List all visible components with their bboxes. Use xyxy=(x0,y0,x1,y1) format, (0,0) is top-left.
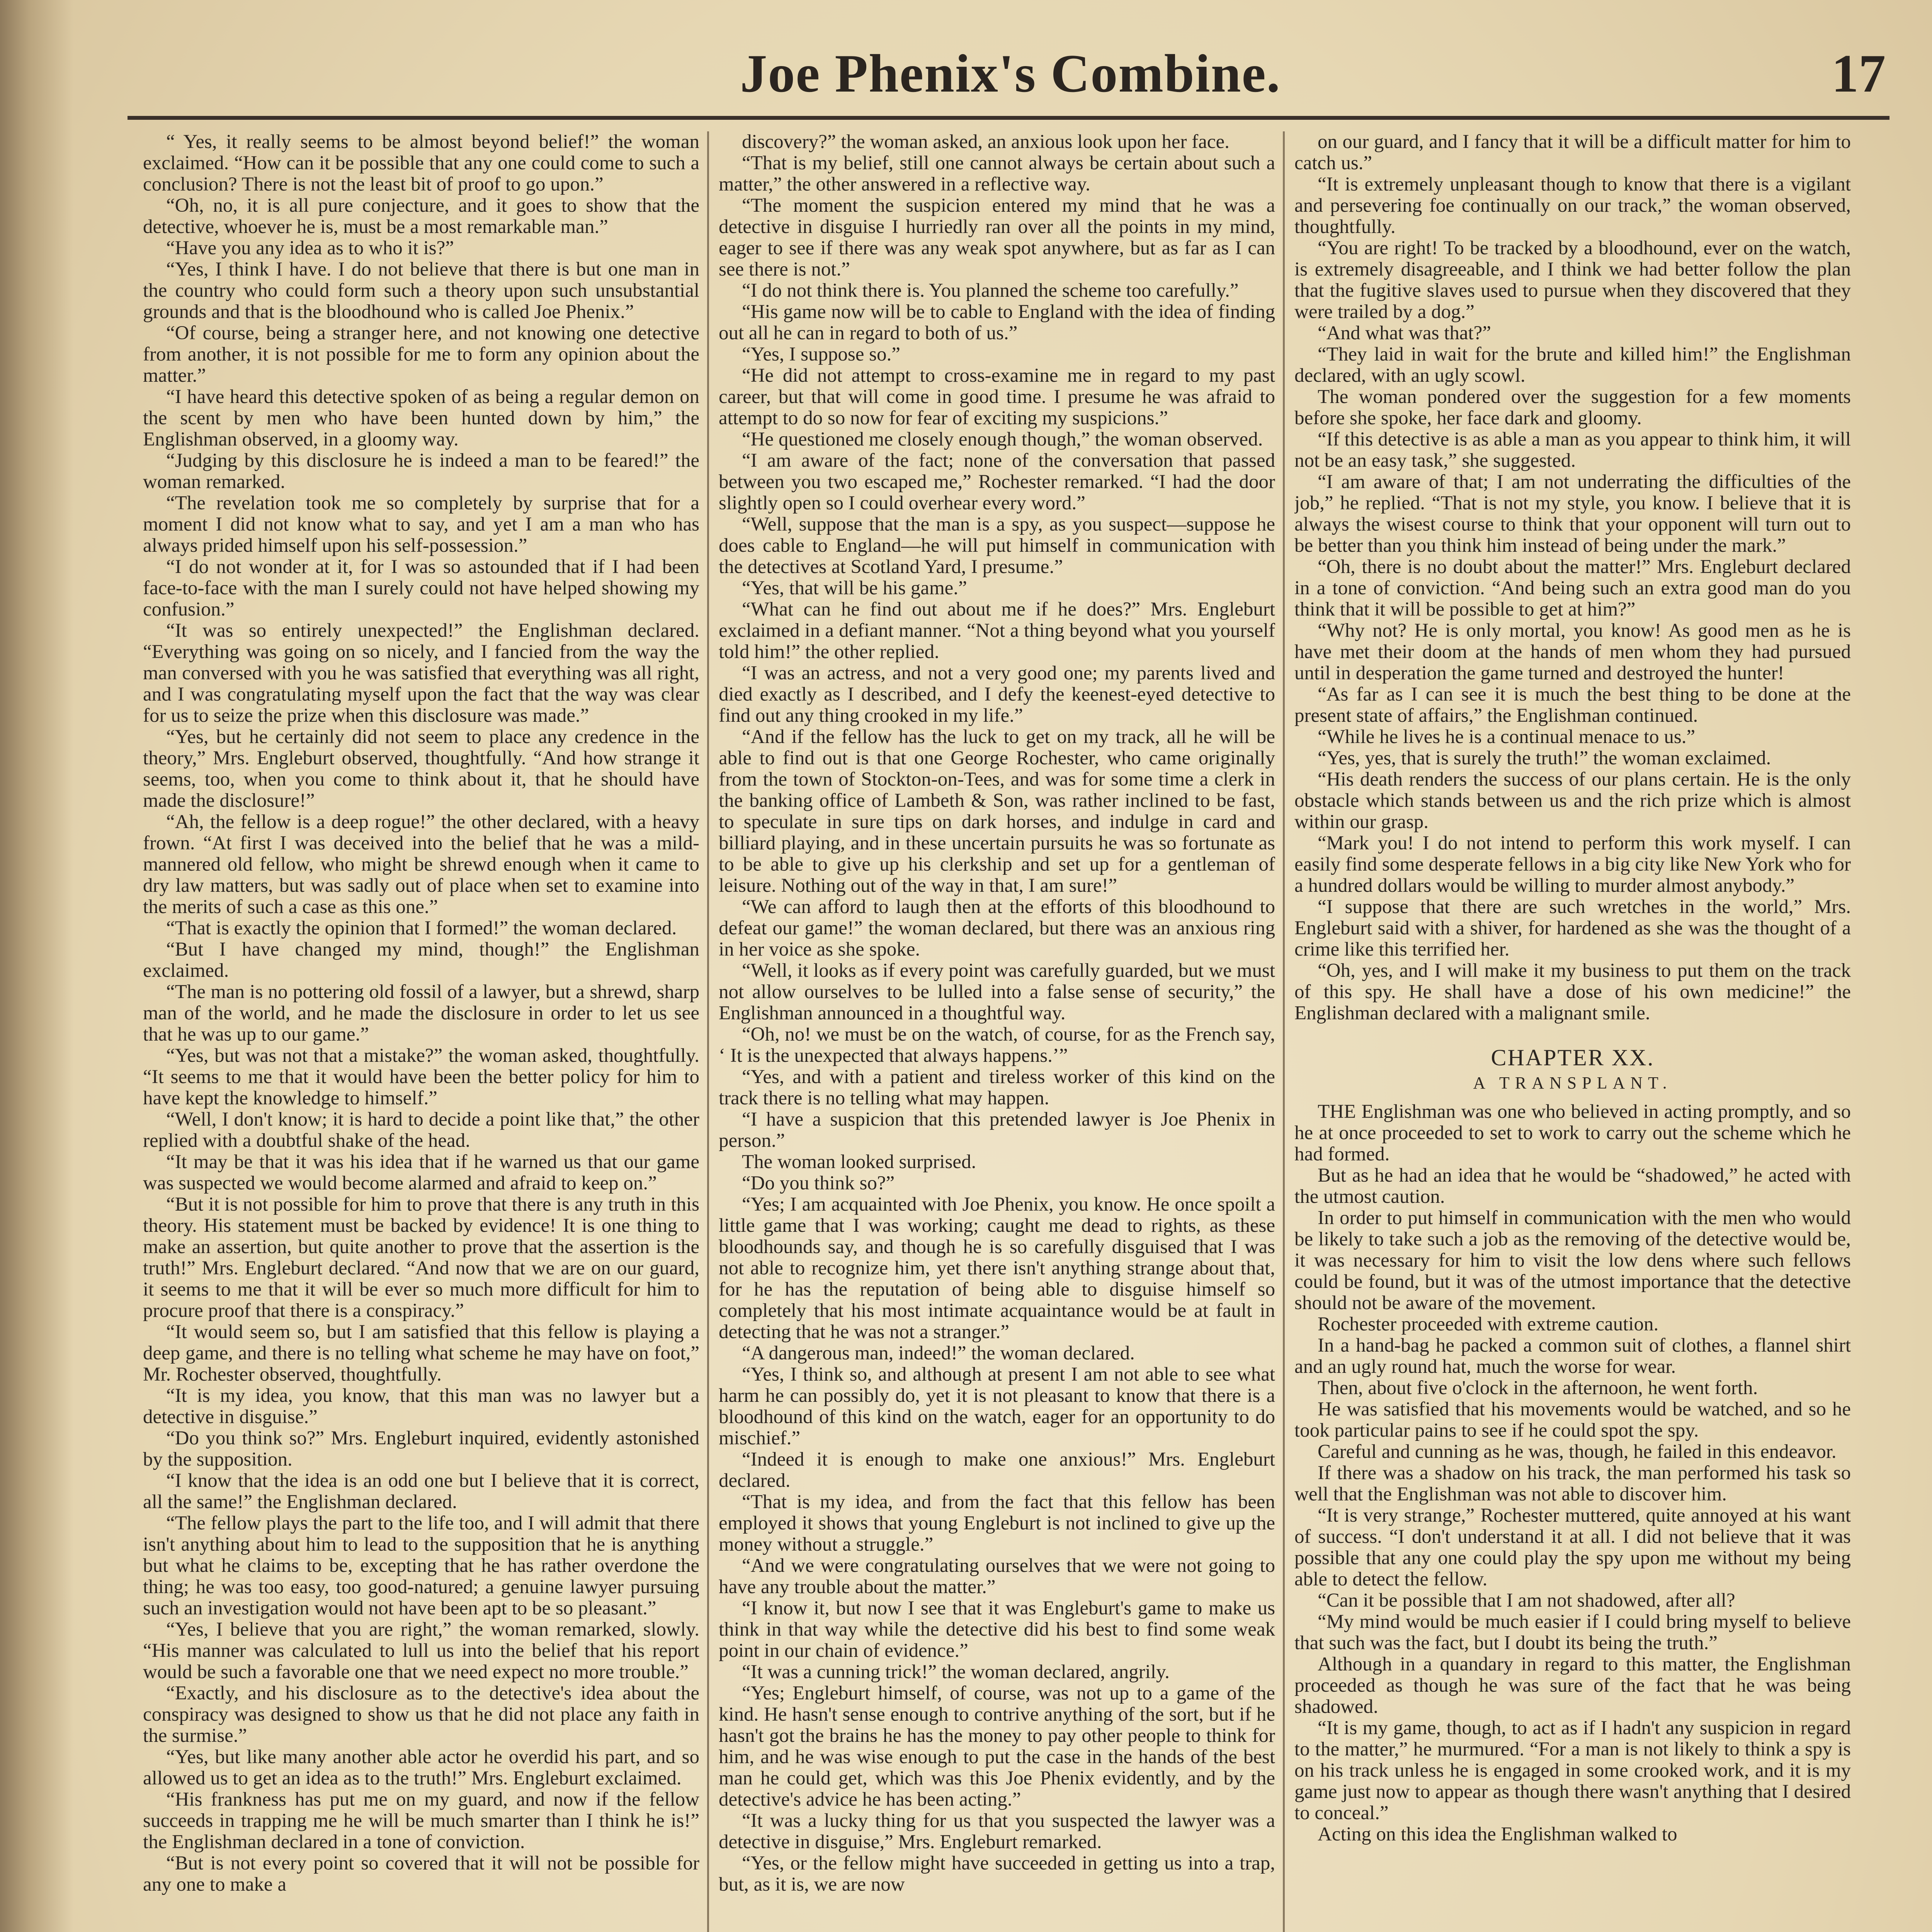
column-3-text-before xyxy=(1294,131,1851,1024)
paragraph: “Yes, I think I have. I do not believe that there is but one man in the country who could form such a theory upon such unsubstantial grounds and that is the bloodhound who is called Joe Phenix.” xyxy=(143,259,699,323)
paragraph: “I am aware of that; I am not underrating the difficulties of the job,” he replied. “That is not my style, you know. I believe that it is always the wisest course to think that your opponent will turn out to be better than you think him instead of being under the mark.” xyxy=(1294,471,1851,556)
paragraph: The woman looked surprised. xyxy=(742,1151,976,1173)
column-divider xyxy=(707,131,709,1932)
paragraph: “His game now will be to cable to England with the idea of finding out all he can in regard to both of us.” xyxy=(719,301,1275,344)
column-divider xyxy=(1283,131,1285,1932)
paragraph: “The revelation took me so completely by surprise that for a moment I did not know what to say, and yet I am a man who has always prided himself upon his self-possession.” xyxy=(143,492,699,556)
paragraph: Acting on this idea the Englishman walked to xyxy=(1318,1823,1677,1845)
paragraph: “The moment the suspicion entered my mind that he was a detective in disguise I hurriedly ran over all the points in my mind, eager to see if there was any weak spot anywhere, but as far as I can see there is not.” xyxy=(719,195,1275,280)
paragraph: “Yes, but was not that a mistake?” the woman asked, thoughtfully. “It seems to me that it would have been the better policy for him to have kept the knowledge to himself.” xyxy=(143,1045,699,1109)
paragraph: “I do not think there is. You planned the scheme too carefully.” xyxy=(742,280,1239,301)
paragraph: He was satisfied that his movements would be watched, and so he took particular pains to see if he could spot the spy. xyxy=(1294,1398,1851,1441)
paragraph: “That is exactly the opinion that I formed!” the woman declared. xyxy=(166,917,677,939)
paragraph: THE Englishman was one who believed in acting promptly, and so he at once proceeded to set to work to carry out the scheme which he had formed. xyxy=(1294,1101,1851,1165)
paragraph: “As far as I can see it is much the best thing to be done at the present state of affairs,” the Englishman continued. xyxy=(1294,684,1851,726)
paragraph: “Well, it looks as if every point was carefully guarded, but we must not allow ourselves to be lulled into a false sense of security,” the Englishman announced in a thoughtful way. xyxy=(719,960,1275,1024)
page-title: Joe Phenix's Combine. xyxy=(740,44,1281,104)
paragraph: “Exactly, and his disclosure as to the detective's idea about the conspiracy was designed to show us that he did not place any faith in the surmise.” xyxy=(143,1682,699,1747)
paragraph: “It was so entirely unexpected!” the Englishman declared. “Everything was going on so nicely, and I fancied from the way the man conversed with you he was satisfied that everything was all right, and I was congratulating myself upon the fact that the way was clear for us to seize the prize when this disclosure was made.” xyxy=(143,620,699,726)
paragraph: The woman pondered over the suggestion for a few moments before she spoke, her face dark and gloomy. xyxy=(1294,386,1851,429)
paragraph: “It is very strange,” Rochester muttered, quite annoyed at his want of success. “I don't understand it at all. I did not believe that it was possible that any one could play the spy upon me without my being able to detect the fellow. xyxy=(1294,1505,1851,1590)
paragraph: “Oh, no, it is all pure conjecture, and it goes to show that the detective, whoever he is, must be a most remarkable man.” xyxy=(143,195,699,238)
page-spine-shadow xyxy=(0,0,73,1932)
page-number: 17 xyxy=(1832,44,1886,104)
paragraph: “He questioned me closely enough though,” the woman observed. xyxy=(742,429,1263,450)
paragraph: “We can afford to laugh then at the efforts of this bloodhound to defeat our game!” the woman declared, but there was an anxious ring in her voice as she spoke. xyxy=(719,896,1275,960)
paragraph: “Indeed it is enough to make one anxious!” Mrs. Engleburt declared. xyxy=(719,1449,1275,1492)
paragraph: “Yes, that will be his game.” xyxy=(742,577,967,599)
paragraph: “It was a cunning trick!” the woman declared, angrily. xyxy=(742,1661,1170,1683)
paragraph: Although in a quandary in regard to this matter, the Englishman proceeded as though he was sure of the fact that he was being shadowed. xyxy=(1294,1653,1851,1718)
header-rule xyxy=(128,116,1889,120)
paragraph: “Mark you! I do not intend to perform this work myself. I can easily find some desperate fellows in a big city like New York who for a hundred dollars would be willing to murder almost anybody.” xyxy=(1294,832,1851,896)
paragraph: “But is not every point so covered that it will not be possible for any one to make a xyxy=(143,1852,699,1895)
paragraph: “His frankness has put me on my guard, and now if the fellow succeeds in trapping me he will be much smarter than I think he is!” the Englishman declared in a tone of conviction. xyxy=(143,1789,699,1853)
paragraph: “My mind would be much easier if I could bring myself to believe that such was the fact, but I doubt its being the truth.” xyxy=(1294,1611,1851,1654)
chapter-subtitle: A TRANSPLANT. xyxy=(1473,1073,1672,1092)
paragraph: discovery?” the woman asked, an anxious look upon her face. xyxy=(742,131,1230,153)
text-column-2 xyxy=(719,131,1275,1932)
paragraph: “I know it, but now I see that it was Engleburt's game to make us think in that way while the detective did his best to find some weak point in our chain of evidence.” xyxy=(719,1597,1275,1662)
text-column-3 xyxy=(1294,131,1851,1932)
paragraph: “Oh, no! we must be on the watch, of course, for as the French say, ‘ It is the unexpected that always happens.’” xyxy=(719,1024,1275,1066)
paragraph: “While he lives he is a continual menace to us.” xyxy=(1318,726,1696,748)
paragraph: “Judging by this disclosure he is indeed a man to be feared!” the woman remarked. xyxy=(143,450,699,493)
paragraph: “Do you think so?” xyxy=(742,1172,895,1194)
paragraph: “Yes, but he certainly did not seem to place any credence in the theory,” Mrs. Engleburt observed, thoughtfully. “And how strange it seems, too, when you come to think about it, that he should have made the disclosure!” xyxy=(143,726,699,811)
paragraph: “Oh, there is no doubt about the matter!” Mrs. Engleburt declared in a tone of conviction. “And being such an extra good man do you think that it will be possible to get at him?” xyxy=(1294,556,1851,620)
paragraph: “I am aware of the fact; none of the conversation that passed between you two escaped me,” Rochester remarked. “I had the door slightly open so I could overhear every word.” xyxy=(719,450,1275,514)
paragraph: Careful and cunning as he was, though, he failed in this endeavor. xyxy=(1318,1441,1837,1463)
paragraph: “It is my game, though, to act as if I hadn't any suspicion in regard to the matter,” he murmured. “For a man is not likely to think a spy is on his track unless he is engaged in some crooked work, and it is my game just now to appear as though there wasn't anything that I desired to conceal.” xyxy=(1294,1717,1851,1824)
paragraph: “Yes, yes, that is surely the truth!” the woman exclaimed. xyxy=(1318,747,1771,769)
paragraph: In a hand-bag he packed a common suit of clothes, a flannel shirt and an ugly round hat, much the worse for wear. xyxy=(1294,1335,1851,1378)
paragraph: “But it is not possible for him to prove that there is any truth in this theory. His statement must be backed by evidence! It is one thing to make an assertion, but quite another to prove that the assertion is the truth!” Mrs. Engleburt declared. “And now that we are on our guard, it seems to me that it will be ever so much more difficult for him to procure proof that there is a conspiracy.” xyxy=(143,1194,699,1321)
paragraph: “Yes, and with a patient and tireless worker of this kind on the track there is no telling what may happen. xyxy=(719,1066,1275,1109)
paragraph: “If this detective is as able a man as you appear to think him, it will not be an easy task,” she suggested. xyxy=(1294,429,1851,471)
column-3-text-after xyxy=(1294,1101,1851,1845)
paragraph: “Do you think so?” Mrs. Engleburt inquired, evidently astonished by the supposition. xyxy=(143,1427,699,1470)
paragraph: “That is my belief, still one cannot always be certain about such a matter,” the other answered in a reflective way. xyxy=(719,152,1275,195)
paragraph: Rochester proceeded with extreme caution. xyxy=(1318,1313,1659,1335)
paragraph: “Yes, but like many another able actor he overdid his part, and so allowed us to get an idea as to the truth!” Mrs. Engleburt exclaimed. xyxy=(143,1746,699,1789)
paragraph: “It is my idea, you know, that this man was no lawyer but a detective in disguise.” xyxy=(143,1385,699,1428)
paragraph: “And what was that?” xyxy=(1318,322,1491,344)
paragraph: “Ah, the fellow is a deep rogue!” the other declared, with a heavy frown. “At first I was deceived into the belief that he was a mild-mannered old fellow, who might be shrewd enough when it came to dry law matters, but was sadly out of place when set to examine into the merits of such a case as this one.” xyxy=(143,811,699,918)
paragraph: “Oh, yes, and I will make it my business to put them on the track of this spy. He shall have a dose of his own medicine!” the Englishman declared with a malignant smile. xyxy=(1294,960,1851,1024)
paragraph: “They laid in wait for the brute and killed him!” the Englishman declared, with an ugly scowl. xyxy=(1294,344,1851,386)
paragraph: “It was a lucky thing for us that you suspected the lawyer was a detective in disguise,” Mrs. Engleburt remarked. xyxy=(719,1810,1275,1853)
paragraph: “You are right! To be tracked by a bloodhound, ever on the watch, is extremely disagreeable, and I think we had better follow the plan that the fugitive slaves used to pursue when they discovered that they were trailed by a dog.” xyxy=(1294,237,1851,323)
paragraph: “Well, suppose that the man is a spy, as you suspect—suppose he does cable to England—he will put himself in communication with the detectives at Scotland Yard, I presume.” xyxy=(719,514,1275,578)
paragraph: “Yes; Engleburt himself, of course, was not up to a game of the kind. He hasn't sense enough to contrive anything of the sort, but if he hasn't got the brains he has the money to pay other people to think for him, and he was wise enough to put the case in the hands of the best man he could get, which was this Joe Phenix evidently, and by the detective's advice he has been acting.” xyxy=(719,1682,1275,1810)
paragraph: “Have you any idea as to who it is?” xyxy=(166,237,454,259)
paragraph: “ Yes, it really seems to be almost beyond belief!” the woman exclaimed. “How can it be possible that any one could come to such a conclusion? There is not the least bit of proof to go upon.” xyxy=(143,131,699,195)
paragraph: “I suppose that there are such wretches in the world,” Mrs. Engleburt said with a shiver, for hardened as she was the thought of a crime like this terrified her. xyxy=(1294,896,1851,960)
paragraph: “A dangerous man, indeed!” the woman declared. xyxy=(742,1342,1135,1364)
paragraph: “He did not attempt to cross-examine me in regard to my past career, but that will come in good time. I presume he was afraid to attempt to do so now for fear of exciting my suspicions.” xyxy=(719,365,1275,429)
paragraph: “His death renders the success of our plans certain. He is the only obstacle which stands between us and the rich prize which is almost within our grasp. xyxy=(1294,769,1851,833)
paragraph: “The man is no pottering old fossil of a lawyer, but a shrewd, sharp man of the world, and he made the disclosure in order to let us see that he was up to our game.” xyxy=(143,981,699,1045)
paragraph: “Why not? He is only mortal, you know! As good men as he is have met their doom at the hands of men whom they had pursued until in desperation the game turned and destroyed the hunter! xyxy=(1294,620,1851,684)
paragraph: “It is extremely unpleasant though to know that there is a vigilant and persevering foe continually on our track,” the woman observed, thoughtfully. xyxy=(1294,173,1851,238)
paragraph: “And if the fellow has the luck to get on my track, all he will be able to find out is that one George Rochester, who came originally from the town of Stockton-on-Tees, and was for some time a clerk in the banking office of Lambeth & Son, was rather inclined to be fast, to speculate in sure tips on dark horses, and indulge in card and billiard playing, and in these uncertain pursuits he was so fortunate as to be able to give up his clerkship and set up for a gentleman of leisure. Nothing out of the way in that, I am sure!” xyxy=(719,726,1275,896)
paragraph: But as he had an idea that he would be “shadowed,” he acted with the utmost caution. xyxy=(1294,1165,1851,1208)
paragraph: Then, about five o'clock in the afternoon, he went forth. xyxy=(1318,1377,1758,1399)
paragraph: “Yes, I think so, and although at present I am not able to see what harm he can possibly do, yet it is not pleasant to know that there is a bloodhound of this kind on the watch, eager for an opportunity to do mischief.” xyxy=(719,1364,1275,1449)
paragraph: “Yes, I believe that you are right,” the woman remarked, slowly. “His manner was calculated to lull us into the belief that his report would be such a favorable one that we need expect no more trouble.” xyxy=(143,1619,699,1683)
paragraph: “Can it be possible that I am not shadowed, after all? xyxy=(1318,1590,1735,1611)
paragraph: In order to put himself in communication with the men who would be likely to take such a job as the removing of the detective would be, it was necessary for him to visit the low dens where such fellows could be found, but it was of the utmost importance that the detective should not be aware of the movement. xyxy=(1294,1207,1851,1314)
text-column-1 xyxy=(143,131,699,1932)
paragraph: “I have a suspicion that this pretended lawyer is Joe Phenix in person.” xyxy=(719,1109,1275,1151)
paragraph: “That is my idea, and from the fact that this fellow has been employed it shows that young Engleburt is not inclined to give up the money without a struggle.” xyxy=(719,1491,1275,1555)
paragraph: If there was a shadow on his track, the man performed his task so well that the Englishman was not able to discover him. xyxy=(1294,1462,1851,1505)
paragraph: “Yes, or the fellow might have succeeded in getting us into a trap, but, as it is, we are now xyxy=(719,1852,1275,1895)
paragraph: “What can he find out about me if he does?” Mrs. Engleburt exclaimed in a defiant manner. “Not a thing beyond what you yourself told him!” the other replied. xyxy=(719,599,1275,663)
chapter-heading: CHAPTER XX. xyxy=(1491,1045,1655,1070)
paragraph: “I know that the idea is an odd one but I believe that it is correct, all the same!” the Englishman declared. xyxy=(143,1470,699,1513)
paragraph: “Yes, I suppose so.” xyxy=(742,344,900,365)
paragraph: “Yes; I am acquainted with Joe Phenix, you know. He once spoilt a little game that I was working; caught me dead to rights, as these bloodhounds say, and though he is so carefully disguised that I was not able to recognize him, yet there isn't anything strange about that, for he has the reputation of being able to disguise himself so completely that his most intimate acquaintance would be at fault in detecting that he was not a stranger.” xyxy=(719,1194,1275,1343)
paragraph: “Of course, being a stranger here, and not knowing one detective from another, it is not possible for me to form any opinion about the matter.” xyxy=(143,322,699,386)
page-header xyxy=(112,35,1909,120)
paragraph: “But I have changed my mind, though!” the Englishman exclaimed. xyxy=(143,939,699,981)
paragraph: “I was an actress, and not a very good one; my parents lived and died exactly as I described, and I defy the keenest-eyed detective to find out any thing crooked in my life.” xyxy=(719,662,1275,726)
paragraph: “I have heard this detective spoken of as being a regular demon on the scent by men who have been hunted down by him,” the Englishman observed, in a gloomy way. xyxy=(143,386,699,450)
paragraph: on our guard, and I fancy that it will be a difficult matter for him to catch us.” xyxy=(1294,131,1851,174)
paragraph: “It may be that it was his idea that if he warned us that our game was suspected we would become alarmed and afraid to keep on.” xyxy=(143,1151,699,1194)
paragraph: “It would seem so, but I am satisfied that this fellow is playing a deep game, and there is no telling what scheme he may have on foot,” Mr. Rochester observed, thoughtfully. xyxy=(143,1321,699,1385)
paragraph: “The fellow plays the part to the life too, and I will admit that there isn't anything about him to lead to the supposition that he is anything but what he claims to be, excepting that he has rather overdone the thing; he was too easy, too good-natured; a genuine lawyer pursuing such an investigation would not have been apt to be so pleasant.” xyxy=(143,1512,699,1619)
paragraph: “I do not wonder at it, for I was so astounded that if I had been face-to-face with the man I surely could not have helped showing my confusion.” xyxy=(143,556,699,620)
paragraph: “Well, I don't know; it is hard to decide a point like that,” the other replied with a doubtful shake of the head. xyxy=(143,1109,699,1151)
paragraph: “And we were congratulating ourselves that we were not going to have any trouble about the matter.” xyxy=(719,1555,1275,1598)
